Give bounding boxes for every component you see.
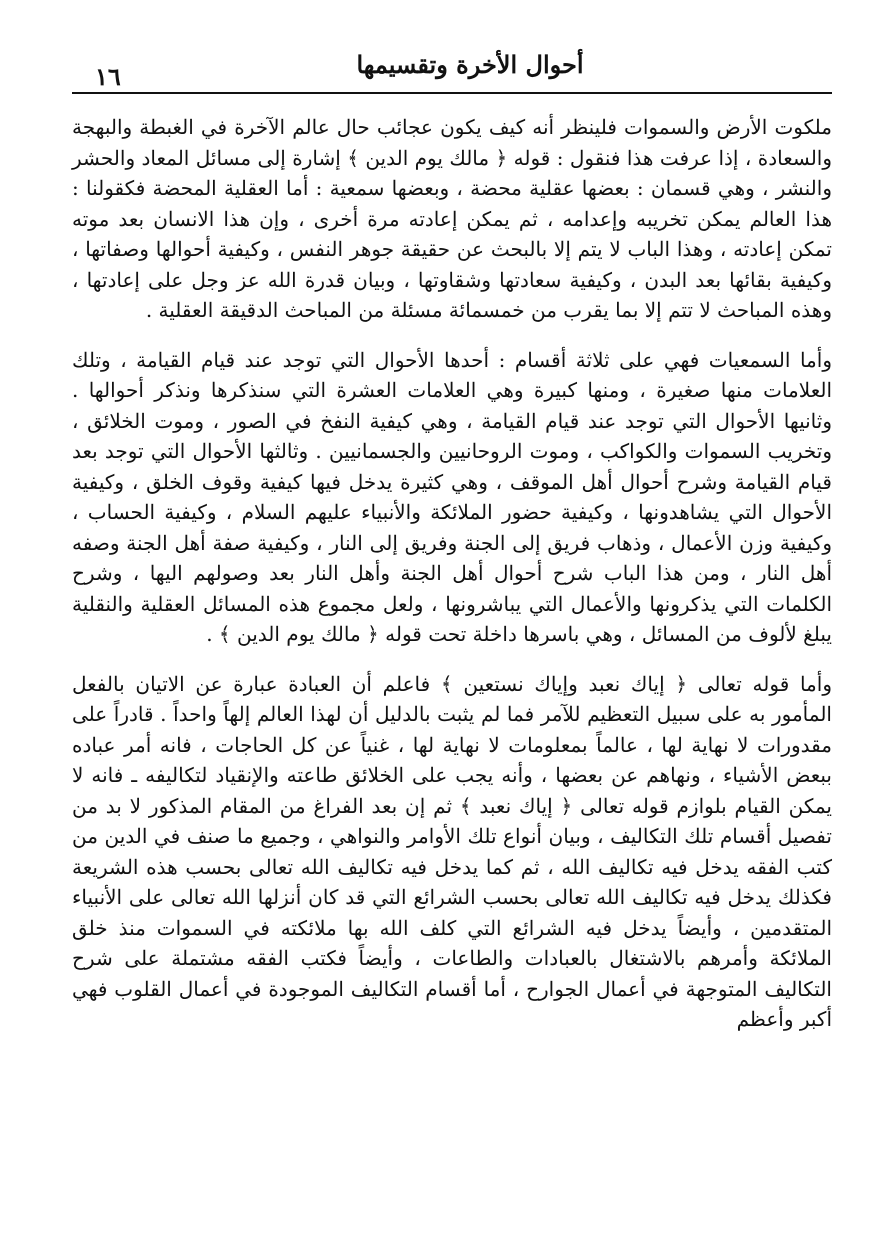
paragraph-afterlife-rational: ملكوت الأرض والسموات فلينظر أنه كيف يكون عجائب حال عالم الآخرة في الغبطة والبهجة والسعادة ، إذا عرفت هذا فنقول : قوله ﴿ مالك يوم الدين ﴾ إشارة إلى مسائل المعاد والحشر والنشر ، وهي قسمان : بعضها عقلية محضة ، وبعضها سمعية : أما العقلية المحضة فكقولنا : هذا العالم يمكن تخريبه وإعدامه ، ثم يمكن إعادته مرة أخرى ، وإن هذا الانسان بعد موته تمكن إعادته ، وهذا الباب لا يتم إلا بالبحث عن حقيقة جوهر النفس ، وكيفية أحوالها وصفاتها ، وكيفية بقائها بعد البدن ، وكيفية سعادتها وشقاوتها ، وبيان قدرة الله عز وجل على إعادتها ، وهذه المباحث لا تتم إلا بما يقرب من خمسمائة مسئلة من المباحث الدقيقة العقلية . (72, 115, 833, 322)
paragraph-worship: وأما قوله تعالى ﴿ إياك نعبد وإياك نستعين ﴾ فاعلم أن العبادة عبارة عن الاتيان بالفعل المأمور به على سبيل التعظيم للآمر فما لم يثبت بالدليل أن لهذا العالم إلهاً واحداً . قادراً على مقدورات لا نهاية لها ، عالماً بمعلومات لا نهاية لها ، غنياً عن كل الحاجات ، فانه أمر عباده ببعض الأشياء ، ونهاهم عن بعضها ، وأنه يجب على الخلائق طاعته والإنقياد لتكاليفه ـ فانه لا يمكن القيام بلوازم قوله تعالى ﴿ إياك نعبد ﴾ ثم إن بعد الفراغ من المقام المذكور لا بد من تفصيل أقسام تلك التكاليف ، وبيان أنواع تلك الأوامر والنواهي ، وجميع ما صنف في الدين من كتب الفقه يدخل فيه تكاليف الله ، ثم كما يدخل فيه تكاليف الله تعالى بحسب هذه الشريعة فكذلك يدخل فيه تكاليف الله تعالى بحسب الشرائع التي قد كان أنزلها الله تعالى على الأنبياء المتقدمين ، وأيضاً يدخل فيه الشرائع التي كلف الله بها ملائكته في السموات منذ خلق الملائكة وأمرهم بالاشتغال بالعبادات والطاعات ، وأيضاً فكتب الفقه مشتملة على شرح التكاليف المتوجهة في أعمال الجوارح ، أما أقسام التكاليف الموجودة في أعمال القلوب فهي أكبر وأعظم (72, 671, 832, 1031)
paragraph-afterlife-transmitted: وأما السمعيات فهي على ثلاثة أقسام : أحدها الأحوال التي توجد عند قيام القيامة ، وتلك العلامات منها صغيرة ، ومنها كبيرة وهي العلامات العشرة التي سنذكرها ونذكر أحوالها . وثانيها الأحوال التي توجد عند قيام القيامة ، وهي كيفية النفخ في الصور ، وموت الخلائق ، وتخريب السموات والكواكب ، وموت الروحانيين والجسمانيين . وثالثها الأحوال التي توجد بعد قيام القيامة وشرح أحوال أهل الموقف ، وهي كثيرة يدخل فيها كيفية وقوف الخلق ، وكيفية الأحوال التي يشاهدونها ، وكيفية حضور الملائكة والأنبياء عليهم السلام ، وكيفية الحساب ، وكيفية وزن الأعمال ، وذهاب فريق إلى الجنة وفريق إلى النار ، وكيفية صفة أهل الجنة وصفه أهل النار ، ومن هذا الباب شرح أحوال أهل الجنة وأهل النار بعد وصولهم اليها ، وشرح الكلمات التي يذكرونها والأعمال التي يباشرونها ، ولعل مجموع هذه المسائل العقلية والنقلية يبلغ لألوف من المسائل ، وهي باسرها داخلة تحت قوله ﴿ مالك يوم الدين ﴾ . (72, 347, 832, 646)
page-header (0, 0, 893, 110)
header-rule (72, 92, 832, 94)
running-title: أحوال الأخرة وتقسيمها (356, 50, 584, 79)
page-number: ١٦ (95, 62, 121, 91)
page-body (72, 112, 832, 1035)
